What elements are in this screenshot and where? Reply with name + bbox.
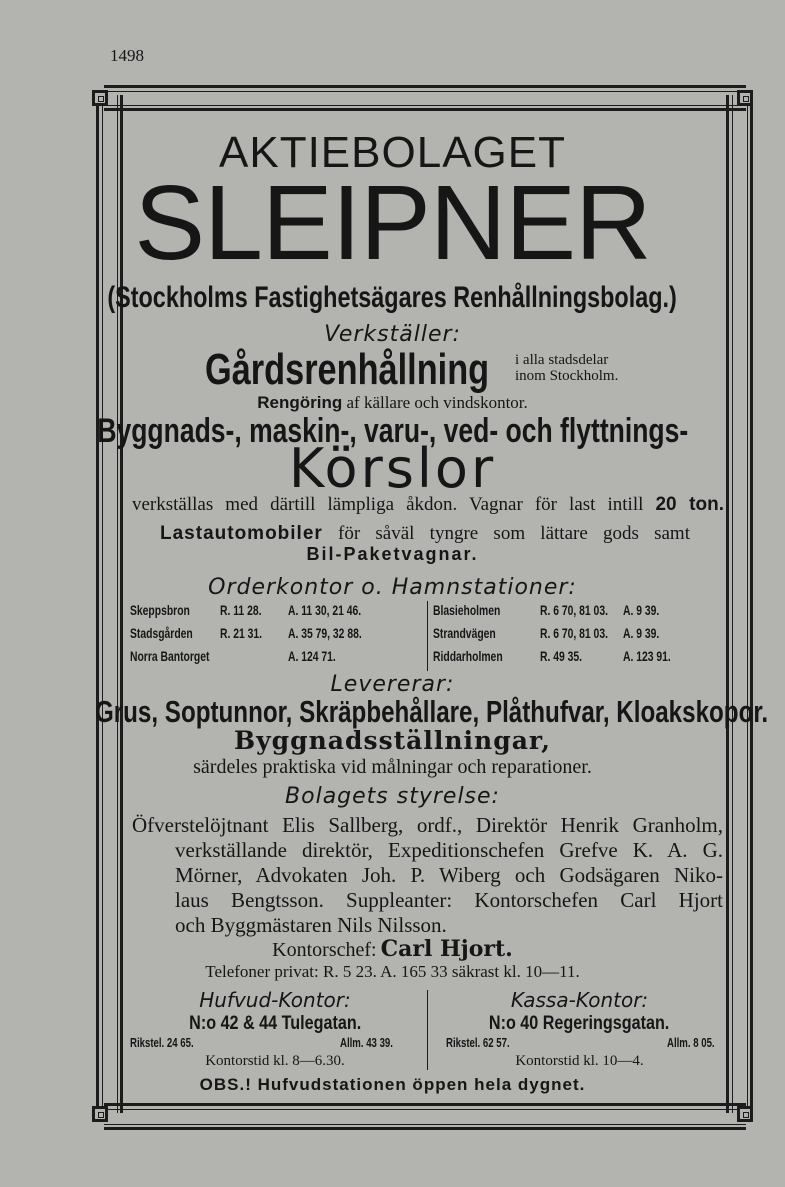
lastautomobiler-line: Lastautomobiler för såväl tyngre som lättare gods samt <box>160 523 690 544</box>
offices-divider <box>427 990 428 1070</box>
supplies-title: Levererar: <box>330 672 455 697</box>
page-number: 1498 <box>110 46 144 65</box>
company-prefix: AKTIEBOLAGET <box>219 128 566 177</box>
transport-intro: Byggnads-, maskin-, varu-, ved- och flyttnings- <box>97 412 688 450</box>
table-row: Norra Bantorget A. 124 71. <box>130 648 336 664</box>
rengoring-line: Rengöring af källare och vindskontor. <box>257 393 528 412</box>
board-line: och Byggmästaren Nils Nilsson. <box>175 913 447 937</box>
wagon-capacity-line: verkställas med därtill lämpliga åkdon. Vagnar för last intill 20 ton. <box>132 494 724 515</box>
board-line: Mörner, Advokaten Joh. P. Wiberg och Godsägaren Niko- <box>175 863 723 887</box>
order-offices-title: Orderkontor o. Hamnstationer: <box>208 575 577 600</box>
order-table-divider <box>427 601 428 671</box>
gardsrenhallning-note: i alla stadsdelar inom Stockholm. <box>515 352 619 384</box>
cash-office: Kassa-Kontor: N:o 40 Regeringsgatan. Rikstel. 62 57. Allm. 8 05. Kontorstid kl. 10—4. <box>446 988 715 1069</box>
bil-paketvagnar: Bil-Paketvagnar. <box>306 544 479 564</box>
company-subtitle: (Stockholms Fastighetsägares Renhållningsbolag.) <box>107 281 678 314</box>
company-name: SLEIPNER <box>134 164 651 282</box>
table-row: Stadsgården R. 21 31. A. 35 79, 32 88. <box>130 625 362 641</box>
board-line: verkställande direktör, Expeditionschefen Grefve K. A. G. <box>175 838 723 862</box>
scaffolding-note: särdeles praktiska vid målningar och reparationer. <box>193 756 592 778</box>
board-title: Bolagets styrelse: <box>285 784 500 809</box>
scaffolding-heading: Byggnadsställningar, <box>234 726 551 755</box>
head-office: Hufvud-Kontor: N:o 42 & 44 Tulegatan. Rikstel. 24 65. Allm. 43 39. Kontorstid kl. 8—6.30. <box>130 988 393 1069</box>
telephone-numbers: Telefoner privat: R. 5 23. A. 165 33 säkrast kl. 10—11. <box>205 962 580 981</box>
office-chief: Kontorschef: Carl Hjort. <box>272 936 513 962</box>
board-line: laus Bengtsson. Suppleanter: Kontorschefen Carl Hjort <box>175 888 723 912</box>
table-row: Blasieholmen R. 6 70, 81 03. A. 9 39. <box>433 602 660 618</box>
gardsrenhallning-heading: Gårdsrenhållning <box>205 345 490 394</box>
korslor-heading: Körslor <box>288 437 497 500</box>
table-row: Riddarholmen R. 49 35. A. 123 91. <box>433 648 671 664</box>
supplies-items: Grus, Soptunnor, Skräpbehållare, Plåthufvar, Kloakskopor. <box>94 694 769 729</box>
board-line: Öfverstelöjtnant Elis Sallberg, ordf., Direktör Henrik Granholm, <box>132 813 723 837</box>
workshops-label: Verkställer: <box>324 322 461 347</box>
table-row: Strandvägen R. 6 70, 81 03. A. 9 39. <box>433 625 660 641</box>
table-row: Skeppsbron R. 11 28. A. 11 30, 21 46. <box>130 602 362 618</box>
footer-note: OBS.! Hufvudstationen öppen hela dygnet. <box>199 1075 586 1094</box>
